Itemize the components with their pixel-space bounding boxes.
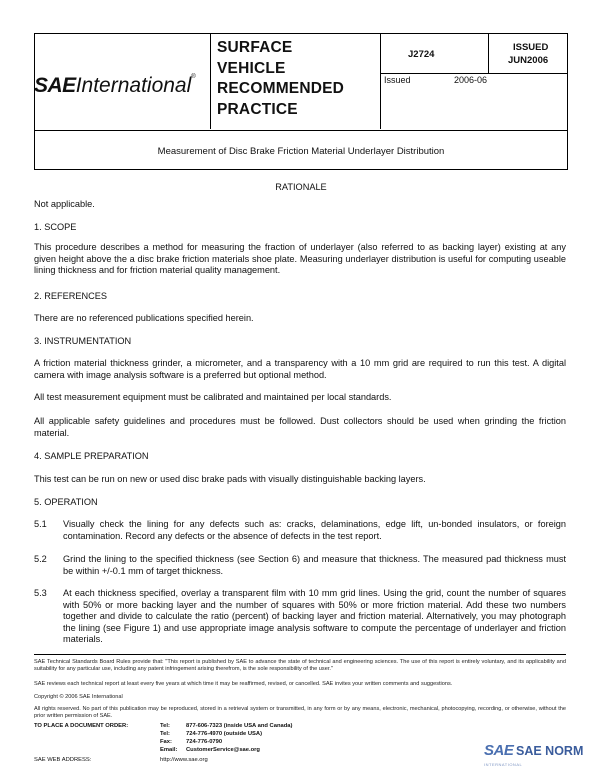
header-divider-2 xyxy=(380,33,381,129)
op-item-number: 5.3 xyxy=(34,588,47,598)
footer-review-text: SAE reviews each technical report at least every five years at which time it may be reaffirmed, revised, or cancelled. SAE invites your written comments and suggestions. xyxy=(34,681,453,687)
references-heading: 2. REFERENCES xyxy=(34,291,108,301)
issued-date: 2006-06 xyxy=(454,75,488,85)
sample-heading: 4. SAMPLE PREPARATION xyxy=(34,451,149,461)
op-item-number: 5.1 xyxy=(34,519,47,529)
rationale-heading: RATIONALE xyxy=(275,182,327,192)
references-text: There are no referenced publications specified herein. xyxy=(34,313,254,323)
op-item-number: 5.2 xyxy=(34,554,47,564)
status-date: JUN2006 xyxy=(508,55,549,66)
op-item-text: Visually check the lining for any defects such as: cracks, delaminations, edge lift, un-bonded insulators, or foreign contamination. Record any defects or the absence of defects in the test report. xyxy=(63,519,566,541)
sae-norm-sub: INTERNATIONAL xyxy=(484,762,523,767)
doc-type-line: VEHICLE xyxy=(217,59,286,77)
tel2-value: 724-776-4970 (outside USA) xyxy=(186,731,263,737)
tel2-label: Tel: xyxy=(160,731,170,737)
web-label: SAE WEB ADDRESS: xyxy=(34,757,92,763)
email-value[interactable]: CustomerService@sae.org xyxy=(186,747,260,753)
sae-logo xyxy=(34,74,196,98)
issued-label: Issued xyxy=(384,75,411,85)
header-divider-3 xyxy=(488,33,489,73)
status: ISSUED xyxy=(513,42,549,53)
doc-number: J2724 xyxy=(408,49,435,60)
sae-norm-mark: SAE xyxy=(484,742,514,759)
scope-heading: 1. SCOPE xyxy=(34,222,77,232)
tel-value: 877-606-7323 (inside USA and Canada) xyxy=(186,723,293,729)
footer-rule xyxy=(34,654,566,655)
document-title: Measurement of Disc Brake Friction Material Underlayer Distribution xyxy=(157,146,445,157)
tel-label: Tel: xyxy=(160,723,170,729)
email-label: Email: xyxy=(160,747,178,753)
fax-value: 724-776-0790 xyxy=(186,739,223,745)
header-divider-h xyxy=(380,73,567,74)
sae-norm-name: SAE NORM xyxy=(516,744,584,758)
footer-rules-text: SAE Technical Standards Board Rules provide that: "This report is published by SAE to advance the state of technical and engineering sciences. The use of this report is entirely voluntary, and its applicability and suitability for any particular use, including any patent infringement arising therefrom, is the sole responsibility of the user." xyxy=(34,659,566,673)
logo-sae: SAE xyxy=(34,74,76,97)
order-label: TO PLACE A DOCUMENT ORDER: xyxy=(34,723,129,729)
fax-label: Fax: xyxy=(160,739,172,745)
sample-text: This test can be run on new or used disc brake pads with visually distinguishable backing layers. xyxy=(34,474,426,484)
rationale-text: Not applicable. xyxy=(34,199,95,209)
header-divider-1 xyxy=(210,33,211,129)
logo-international: International xyxy=(75,74,192,97)
footer-rights-text: All rights reserved. No part of this publication may be reproduced, stored in a retrieval system or transmitted, in any form or by any means, electronic, mechanical, photocopying, recording, or otherwise, without the prior written permission of SAE. xyxy=(34,706,566,720)
scope-text: This procedure describes a method for measuring the fraction of underlayer (also referred to as backing layer) existing at any given height above the a disc brake friction materials shoe plate. Measuring underlayer distribution is useful for computing useable lining thickness and for friction material quality management. xyxy=(34,242,566,276)
operation-heading: 5. OPERATION xyxy=(34,497,98,507)
footer-copyright: Copyright © 2006 SAE International xyxy=(34,694,123,700)
doc-type-line: RECOMMENDED xyxy=(217,80,345,97)
instrumentation-p2: All test measurement equipment must be calibrated and maintained per local standards. xyxy=(34,392,392,402)
instrumentation-heading: 3. INSTRUMENTATION xyxy=(34,336,132,346)
instrumentation-p3: All applicable safety guidelines and procedures must be followed. Dust collectors should be used when grinding the friction material. xyxy=(34,416,566,438)
op-item-text: Grind the lining to the specified thickness (see Section 6) and measure that thickness. The measured pad thickness must be within +/-0.1 mm of target thickness. xyxy=(63,554,566,576)
instrumentation-p1: A friction material thickness grinder, a micrometer, and a transparency with a 10 mm grid are required to run this test. A digital camera with image analysis software is a preferred but optional method. xyxy=(34,358,566,380)
logo-tm: ® xyxy=(191,74,196,80)
document-type xyxy=(217,38,344,120)
doc-type-line: PRACTICE xyxy=(217,100,298,118)
web-value[interactable]: http://www.sae.org xyxy=(160,757,208,763)
op-item-text: At each thickness specified, overlay a transparent film with 10 mm grid lines. Using the grid, count the number of squares with 50% or more backing layer and the number of squares with 50% or more friction material. Add these two numbers together and divide to calculate the ratio (percent) of backing layer and friction material. Alternatively, you may photograph the lining (see Figure 1) and use appropriate image analysis software to compute the percentage of underlayer and friction materials. xyxy=(63,588,566,645)
doc-type-line: SURFACE xyxy=(217,39,293,56)
